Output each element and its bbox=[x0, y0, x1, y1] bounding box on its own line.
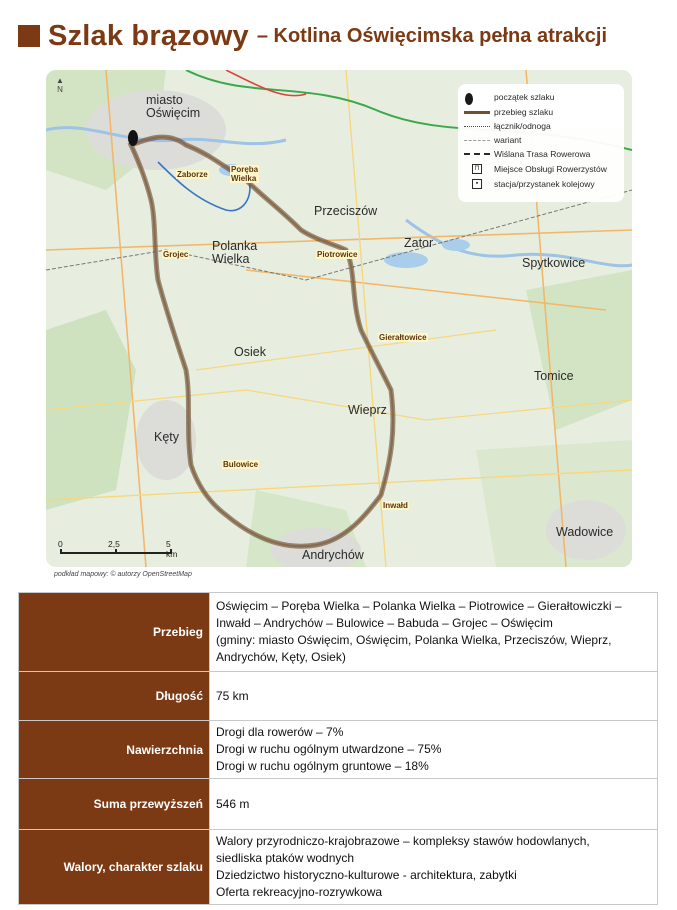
row-value bbox=[210, 779, 658, 830]
place-zaborze: Zaborze bbox=[177, 170, 208, 179]
row-label: Walory, charakter szlaku bbox=[19, 830, 210, 905]
page-title: Szlak brązowy bbox=[48, 19, 249, 52]
place-bulowice: Bulowice bbox=[223, 460, 259, 469]
place-zator: Zator bbox=[404, 236, 434, 250]
value-line: 546 m bbox=[216, 796, 250, 811]
place-osiek: Osiek bbox=[234, 345, 266, 359]
value-line: Andrychów, Kęty, Osiek) bbox=[216, 650, 346, 664]
table-row bbox=[19, 593, 658, 672]
row-value bbox=[210, 830, 658, 905]
value-line: siedliska ptaków wodnych bbox=[216, 851, 355, 865]
row-value bbox=[210, 721, 658, 779]
page-subtitle: – Kotlina Oświęcimska pełna atrakcji bbox=[256, 24, 607, 47]
place-wieprz: Wieprz bbox=[348, 403, 387, 417]
row-label: Nawierzchnia bbox=[19, 721, 210, 779]
place-przeciszow: Przeciszów bbox=[314, 204, 378, 218]
value-line: Drogi w ruchu ogólnym utwardzone – 75% bbox=[216, 742, 442, 756]
map-scale: 0 2,5 5 km bbox=[58, 539, 178, 559]
table-row bbox=[19, 672, 658, 721]
value-line: Walory przyrodniczo-krajobrazowe – kompleksy stawów hodowlanych, bbox=[216, 834, 590, 848]
place-grojec: Grojec bbox=[163, 250, 189, 259]
place-oswiecim: miasto Oświęcim bbox=[146, 93, 201, 120]
value-line: Dziedzictwo historyczno-kulturowe - architektura, zabytki bbox=[216, 868, 517, 882]
place-spytkowice: Spytkowice bbox=[522, 256, 586, 270]
place-poreba: Poręba Wielka bbox=[231, 165, 259, 183]
legend-connector: łącznik/odnoga bbox=[464, 121, 551, 131]
row-label: Długość bbox=[19, 672, 210, 721]
map-credit: podkład mapowy: © autorzy OpenStreetMap bbox=[54, 571, 192, 578]
place-tomice: Tomice bbox=[534, 369, 574, 383]
value-line: (gminy: miasto Oświęcim, Oświęcim, Polanka Wielka, Przeciszów, Wieprz, bbox=[216, 633, 612, 647]
north-arrow-icon: ▲ N bbox=[56, 76, 64, 94]
row-value bbox=[210, 672, 658, 721]
bench-icon: ⊓ bbox=[472, 164, 482, 174]
row-label: Suma przewyższeń bbox=[19, 779, 210, 830]
place-inwald: Inwałd bbox=[383, 501, 408, 510]
place-gieraltowice: Gierałtowice bbox=[379, 333, 427, 342]
place-polanka: Polanka Wielka bbox=[212, 239, 258, 266]
legend-station: ▪ stacja/przystanek kolejowy bbox=[464, 179, 595, 189]
table-row bbox=[19, 721, 658, 779]
row-label: Przebieg bbox=[19, 593, 210, 672]
route-map bbox=[46, 70, 632, 567]
value-line: Drogi dla rowerów – 7% bbox=[216, 725, 344, 739]
legend-variant: wariant bbox=[464, 135, 521, 145]
train-icon: ▪ bbox=[472, 179, 482, 189]
table-row bbox=[19, 779, 658, 830]
legend-route: przebieg szlaku bbox=[464, 107, 553, 117]
place-andrychow: Andrychów bbox=[302, 548, 364, 562]
value-line: Drogi w ruchu ogólnym gruntowe – 18% bbox=[216, 759, 429, 773]
legend-mor: ⊓ Miejsce Obsługi Rowerzystów bbox=[464, 164, 607, 174]
place-piotrowice: Piotrowice bbox=[317, 250, 358, 259]
title-square-icon bbox=[18, 25, 40, 47]
map-legend bbox=[458, 84, 624, 202]
value-line: Oświęcim – Poręba Wielka – Polanka Wielka – Piotrowice – Gierałtowiczki – bbox=[216, 599, 622, 613]
value-line: 75 km bbox=[216, 688, 249, 703]
page-header bbox=[18, 16, 607, 56]
legend-wislana: Wiślana Trasa Rowerowa bbox=[464, 149, 590, 159]
table-row bbox=[19, 830, 658, 905]
place-wadowice: Wadowice bbox=[556, 525, 614, 539]
legend-start: początek szlaku bbox=[464, 92, 554, 102]
value-line: Inwałd – Andrychów – Bulowice – Babuda – Grojec – Oświęcim bbox=[216, 616, 553, 630]
place-kety: Kęty bbox=[154, 430, 180, 444]
value-line: Oferta rekreacyjno-rozrywkowa bbox=[216, 885, 383, 899]
row-value bbox=[210, 593, 658, 672]
route-info-table bbox=[18, 592, 658, 905]
